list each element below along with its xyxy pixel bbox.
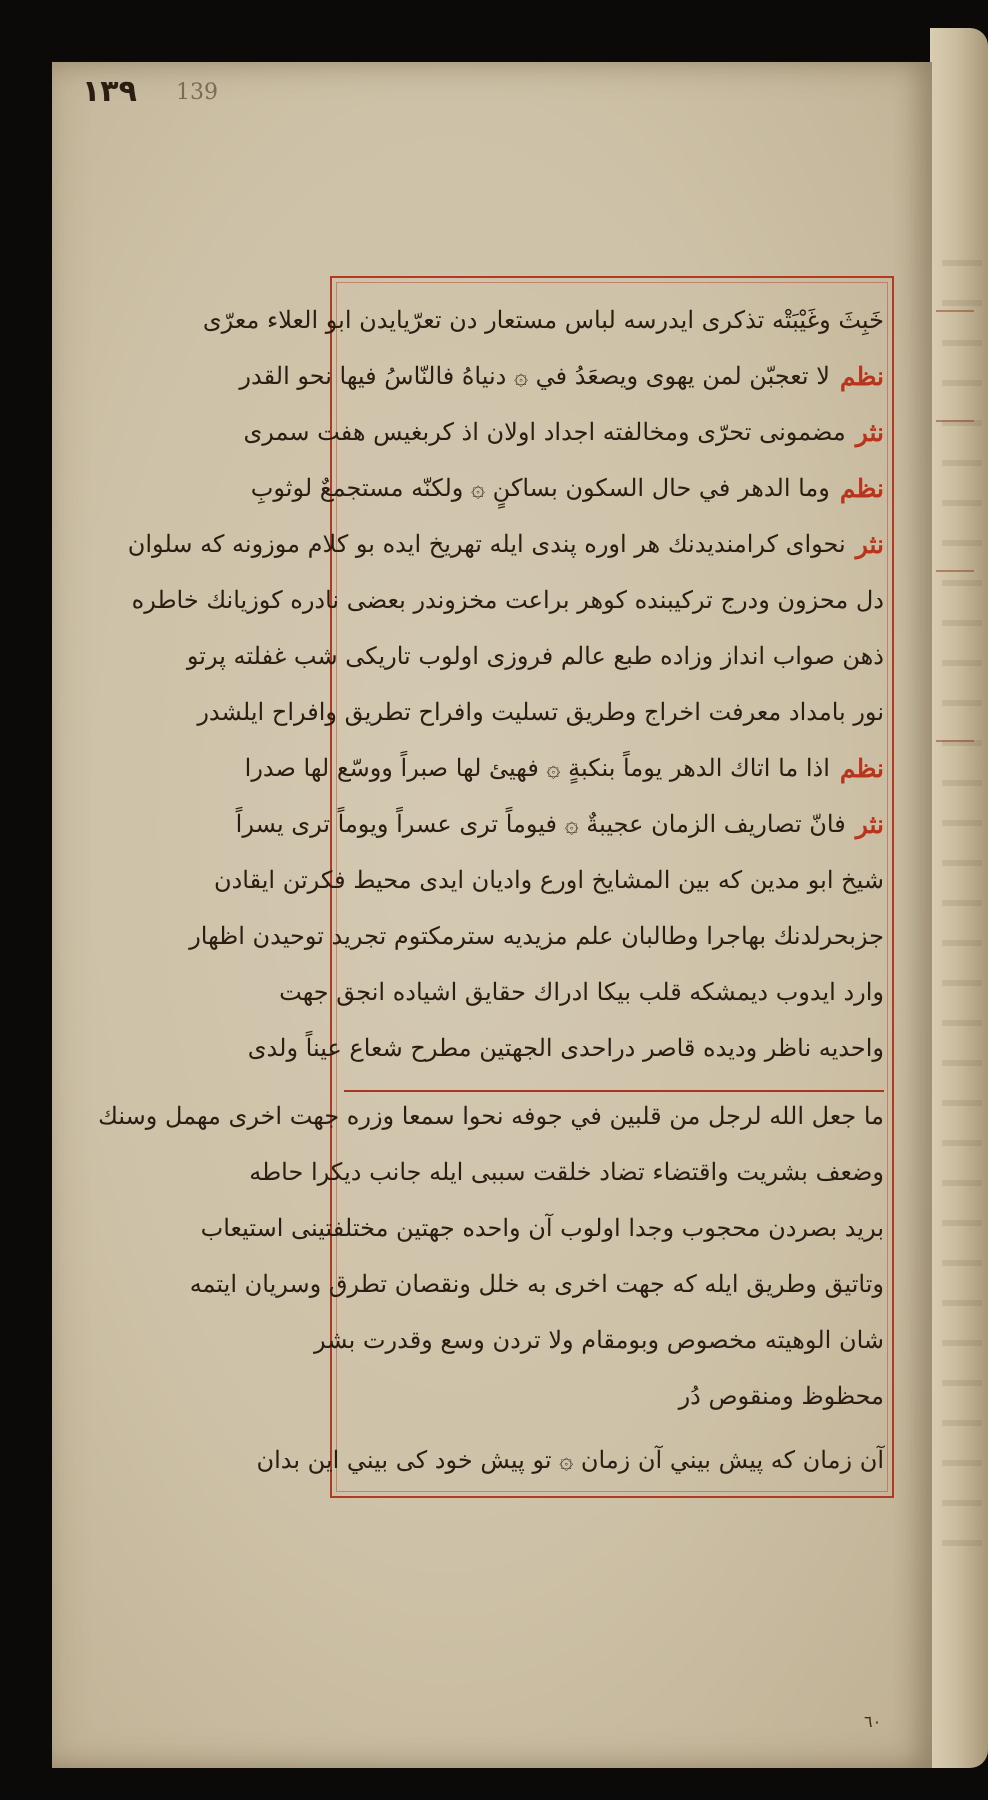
line-text: شيخ ابو مدين كه بين المشايخ اورع واديان ايدى محيط فكرتن ايقادن bbox=[213, 866, 884, 894]
line-text: بريد بصردن محجوب وجدا اولوب آن واحده جهتين مختلفتينى استيعاب bbox=[200, 1214, 884, 1242]
text-line bbox=[244, 740, 884, 796]
text-line bbox=[186, 628, 884, 684]
text-line bbox=[197, 684, 884, 740]
text-line bbox=[279, 964, 884, 1020]
line-text: محظوظ ومنقوص دُر bbox=[678, 1382, 884, 1410]
line-text: اذا ما اتاك الدهر يوماً بنكبةٍ ۞ فهيئ لها صبراً ووسّع لها صدرا bbox=[244, 754, 830, 782]
text-line bbox=[344, 1368, 884, 1424]
text-line bbox=[131, 572, 884, 628]
line-text: وما الدهر في حال السكون بساكنٍ ۞ ولكنّه مستجمعٌ لوثوبِ bbox=[250, 474, 830, 502]
text-line bbox=[256, 1432, 884, 1488]
line-text: ما جعل الله لرجل من قلبين في جوفه نحوا سمعا وزره جهت اخرى مهمل وسنك bbox=[98, 1102, 884, 1130]
line-text: آن زمان كه پيش بيني آن زمان ۞ تو پيش خود كى بيني اين بدان bbox=[256, 1446, 884, 1474]
rubric-heading: نظم bbox=[839, 361, 884, 391]
text-line bbox=[127, 516, 884, 572]
line-text: فانّ تصاريف الزمان عجيبةٌ ۞ فيوماً ترى عسراً ويوماً ترى يسراً bbox=[235, 810, 846, 838]
rubric-heading: نثر bbox=[855, 417, 884, 447]
text-line bbox=[98, 1088, 884, 1144]
rubric-heading: نثر bbox=[855, 809, 884, 839]
line-text: نحواى كرامنديدنك هر اوره پندى ايله تهريخ ايده بو كلام موزونه كه سلوان bbox=[127, 530, 846, 558]
text-line bbox=[202, 292, 884, 348]
text-line bbox=[250, 460, 884, 516]
text-line bbox=[235, 796, 884, 852]
line-text: واحديه ناظر وديده قاصر دراحدى الجهتين مطرح شعاع عيناً ولدى bbox=[247, 1034, 884, 1062]
line-text: ذهن صواب انداز وزاده طبع عالم فروزى اولوب تاريكى شب غفلته پرتو bbox=[186, 642, 884, 670]
text-line bbox=[243, 404, 884, 460]
folio-pencil-number: 139 bbox=[176, 80, 218, 105]
margin-note-mark bbox=[936, 310, 974, 312]
rubric-heading: نظم bbox=[839, 753, 884, 783]
line-text: مضمونى تحرّى ومخالفته اجداد اولان اذ كربغيس هفت سمرى bbox=[243, 418, 846, 446]
rubric-heading: نظم bbox=[839, 473, 884, 503]
line-text: جزبحرلدنك بهاجرا وطالبان علم مزيديه سترمكتوم تجريد توحيدن اظهار bbox=[189, 922, 884, 950]
rubric-heading: نثر bbox=[855, 529, 884, 559]
line-text: وارد ايدوب ديمشكه قلب بيكا ادراك حقايق اشياده انجق جهت bbox=[279, 978, 884, 1006]
line-text: وتاتيق وطريق ايله كه جهت اخرى به خلل ونقصان تطرق وسريان ايتمه bbox=[189, 1270, 884, 1298]
text-line bbox=[247, 1020, 884, 1076]
text-line bbox=[239, 348, 884, 404]
line-text: شان الوهيته مخصوص وبومقام ولا تردن وسع وقدرت بشر bbox=[313, 1326, 884, 1354]
line-text: دل محزون ودرج تركيبنده كوهر براعت مخزوندر بعضى نادره كوزيانك خاطره bbox=[131, 586, 884, 614]
catchword: ٦٠ bbox=[864, 1712, 882, 1731]
margin-note-mark bbox=[936, 570, 974, 572]
text-line bbox=[189, 1256, 884, 1312]
margin-note-mark bbox=[936, 420, 974, 422]
folio-number: ١٣٩ bbox=[82, 74, 137, 109]
margin-annotations bbox=[936, 270, 980, 910]
text-line bbox=[249, 1144, 884, 1200]
line-text: وضعف بشريت واقتضاء تضاد خلقت سببى ايله جانب ديكرا حاطه bbox=[249, 1158, 884, 1186]
text-line bbox=[200, 1200, 884, 1256]
text-line bbox=[189, 908, 884, 964]
line-text: نور بامداد معرفت اخراج وطريق تسليت وافراح تطريق وافراح ايلشدر bbox=[197, 698, 884, 726]
text-line bbox=[213, 852, 884, 908]
text-block bbox=[98, 292, 884, 1488]
text-line bbox=[313, 1312, 884, 1368]
line-text: لا تعجبّن لمن يهوى ويصعَدُ في ۞ دنياهُ فالنّاسُ فيها نحو القدر bbox=[239, 362, 830, 390]
margin-note-mark bbox=[936, 740, 974, 742]
line-text: خَبِثَ وغَيْبَتْه تذكرى ايدرسه لباس مستعار دن تعرّيايدن ابو العلاء معرّى bbox=[202, 306, 884, 334]
